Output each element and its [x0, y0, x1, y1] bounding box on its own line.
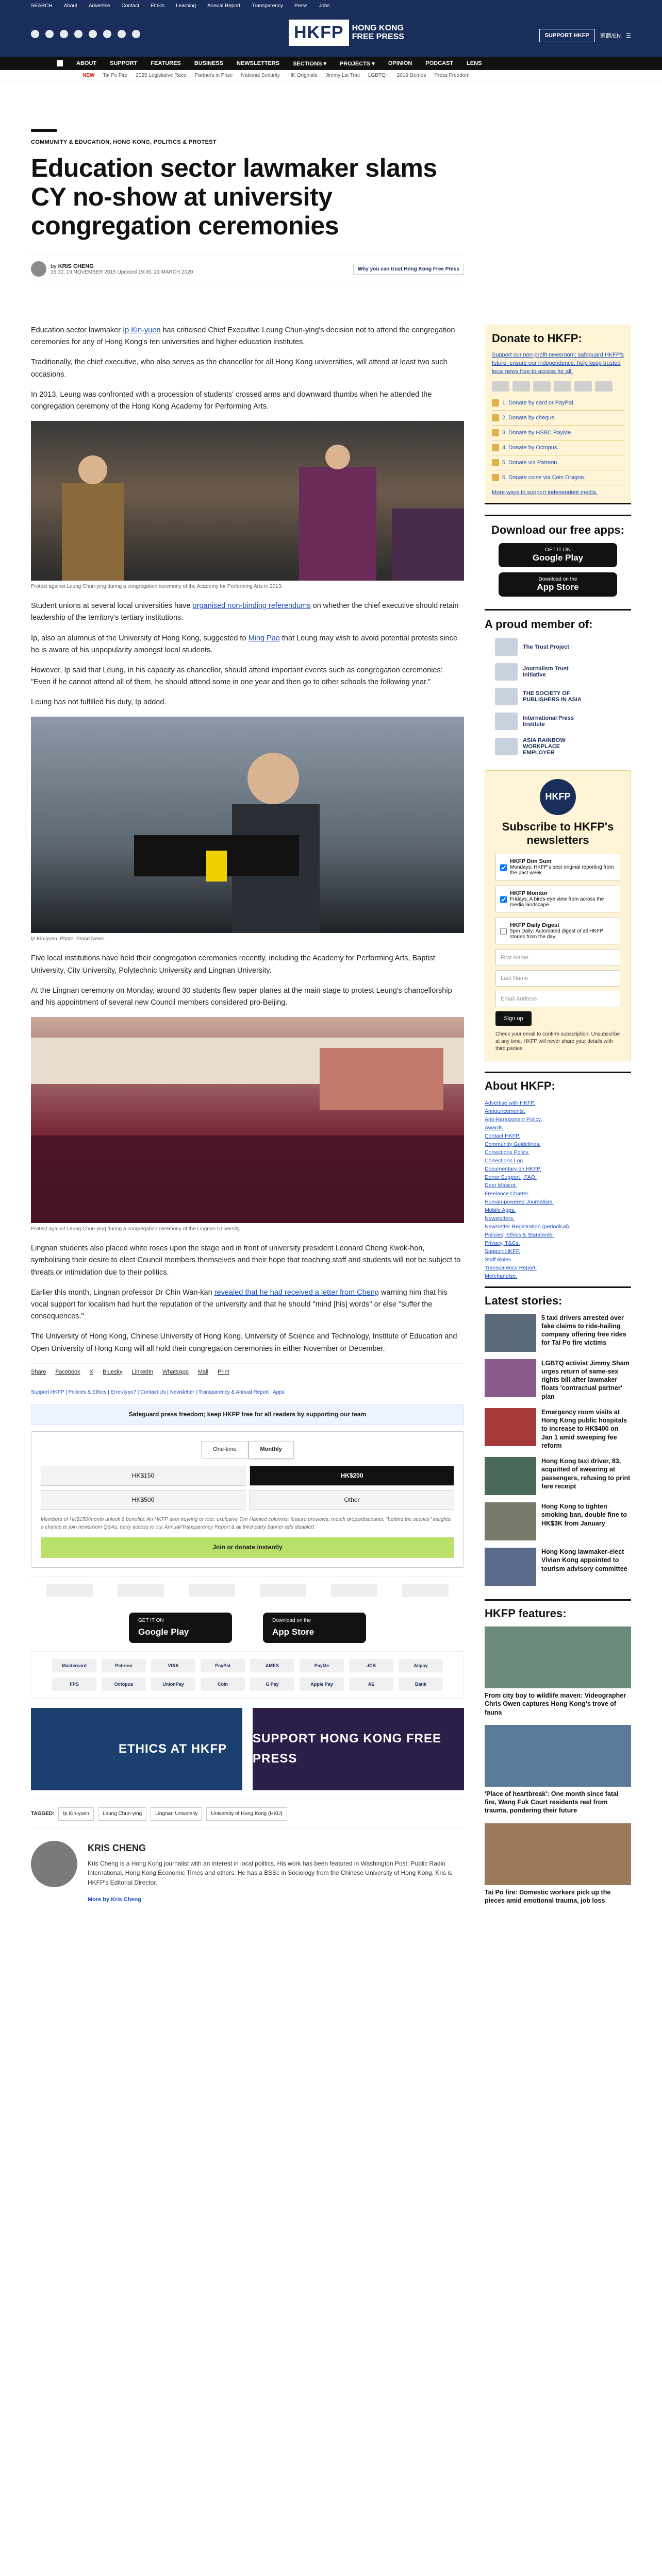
- more-ways-link[interactable]: More ways to support independent media.: [492, 489, 598, 496]
- signup-button[interactable]: Sign up: [495, 1011, 532, 1026]
- paragraph: Ip, also an alumnus of the University of Hong Kong, suggested to Ming Pao that Leung may wish to avoid potential protests since he is aware of his unpopularity amongst local students.: [31, 634, 457, 654]
- payment-methods: [31, 1651, 464, 1699]
- nav-sections[interactable]: SECTIONS ▾: [293, 60, 326, 67]
- share-label: Share: [31, 1368, 46, 1375]
- paragraph: The University of Hong Kong, Chinese University of Hong Kong, University of Science and Technology, Institute of Education and Open University of Hong Kong will all hold their congregation ceremonies in either November or December.: [31, 1332, 457, 1353]
- nav-about[interactable]: ABOUT: [76, 60, 97, 66]
- bluesky-icon[interactable]: [103, 30, 111, 38]
- visa-icon[interactable]: VISA: [151, 1659, 195, 1672]
- ethics-link[interactable]: Ethics: [150, 3, 165, 9]
- article-tags: [31, 1800, 464, 1828]
- about-link[interactable]: Support HKFP.: [485, 1248, 521, 1255]
- member-org[interactable]: THE SOCIETY OF PUBLISHERS IN ASIA: [495, 688, 621, 705]
- org-logo: [495, 688, 518, 705]
- telegram-icon[interactable]: [132, 30, 140, 38]
- tag[interactable]: Lingnan University: [151, 1807, 202, 1821]
- about-link[interactable]: Donor Support | FAQ.: [485, 1174, 537, 1180]
- latest-title: Latest stories:: [485, 1294, 562, 1307]
- about-link[interactable]: Freelance Charter.: [485, 1190, 529, 1197]
- arrow-icon: [492, 444, 499, 451]
- language-toggle[interactable]: 繁體/EN: [600, 33, 621, 39]
- apps-title: Download our free apps:: [491, 523, 624, 536]
- tag[interactable]: Ip Kin-yuen: [58, 1807, 94, 1821]
- about-link[interactable]: Merchandise.: [485, 1273, 518, 1279]
- amount-options: [41, 1466, 454, 1510]
- trending-link[interactable]: Tai Po Fire: [103, 73, 128, 78]
- google-pay-icon[interactable]: G Pay: [250, 1677, 294, 1691]
- nav-lens[interactable]: LENS: [467, 60, 482, 66]
- email-field[interactable]: Email Address: [495, 991, 620, 1007]
- ming-pao-link[interactable]: Ming Pao: [248, 634, 280, 642]
- donate-widget: [31, 1431, 464, 1567]
- donate-blurb[interactable]: Support our non-profit newsroom: safeguard HKFP's future, ensure our independence, help keep trusted local news free-to-access for all.: [492, 352, 624, 375]
- nav-newsletters[interactable]: NEWSLETTERS: [237, 60, 280, 66]
- article-categories[interactable]: COMMUNITY & EDUCATION, HONG KONG, POLITICS & PROTEST: [31, 139, 217, 145]
- amount-other[interactable]: Other: [250, 1490, 454, 1510]
- about-link[interactable]: Anti-Harassment Policy.: [485, 1116, 542, 1123]
- photo-caption: Ip Kin-yuen. Photo: Stand News.: [31, 936, 106, 942]
- annual-report-link[interactable]: Annual Report: [207, 3, 241, 9]
- visa-icon: [512, 381, 530, 392]
- partner-logo[interactable]: [260, 1584, 306, 1597]
- org-logo: [495, 713, 518, 730]
- support-promo[interactable]: SUPPORT HONG KONG FREE PRESS: [253, 1708, 464, 1790]
- trending-link[interactable]: LGBTQ+: [368, 73, 389, 78]
- donate-method[interactable]: 6. Donate coins via Coin Dragon.: [492, 470, 624, 485]
- transparency-link[interactable]: Transparency: [252, 3, 283, 9]
- app-store-badge[interactable]: Download on the App Store: [263, 1613, 366, 1643]
- org-logo: [495, 638, 518, 656]
- share-bar: [31, 1363, 464, 1382]
- paragraph: Student unions at several local universities have organised non-binding referendums on whether the chief executive should retain leadership of the territory's tertiary institutions.: [31, 602, 459, 622]
- feature-title[interactable]: 'Place of heartbreak': One month since fatal fire, Wang Fuk Court residents reel from trauma, pondering their future: [485, 1790, 619, 1815]
- partner-logos: [31, 1576, 464, 1604]
- apple-pay-icon[interactable]: Apple Pay: [300, 1677, 344, 1691]
- feature-title[interactable]: Tai Po fire: Domestic workers pick up the pieces amid emotional trauma, job loss: [485, 1888, 611, 1904]
- story-item[interactable]: Emergency room visits at Hong Kong public hospitals to increase to HK$400 on Jan 1 amid sweeping fee reform: [485, 1408, 631, 1450]
- photo-caption: Protest against Leung Chun-ying during a congregation ceremony of the Academy for Performing Arts in 2013.: [31, 584, 283, 590]
- arrow-icon: [492, 459, 499, 466]
- features-section: [485, 1599, 631, 1919]
- story-thumb: [485, 1359, 536, 1397]
- trending-link[interactable]: HK Originals: [288, 73, 318, 78]
- more-by-author-link[interactable]: More by Kris Cheng: [88, 1896, 141, 1903]
- photo-caption: Protest against Leung Chun-ying during a congregation ceremony of the Lingnan University.: [31, 1226, 241, 1232]
- first-name-field[interactable]: First Name: [495, 950, 620, 966]
- donate-method[interactable]: 2. Donate by cheque.: [492, 411, 624, 426]
- top-utility-bar: [0, 0, 662, 11]
- about-link[interactable]: Privacy, T&Cs.: [485, 1240, 520, 1246]
- newsletter-checkbox[interactable]: [500, 923, 507, 940]
- ethics-promo[interactable]: ETHICS AT HKFP: [31, 1708, 242, 1790]
- partner-logo[interactable]: [46, 1584, 93, 1597]
- tag[interactable]: University of Hong Kong (HKU): [206, 1807, 287, 1821]
- press-link[interactable]: Press: [294, 3, 308, 9]
- octopus-icon[interactable]: Octopus: [102, 1677, 146, 1691]
- newsletter-box: [485, 770, 631, 1061]
- unionpay-icon[interactable]: UnionPay: [151, 1677, 195, 1691]
- referendum-link[interactable]: organised non-binding referendums: [192, 602, 311, 611]
- org-logo: [495, 663, 518, 681]
- features-title: HKFP features:: [485, 1607, 567, 1620]
- article-photo[interactable]: [31, 717, 464, 933]
- one-time-tab[interactable]: One-time: [201, 1441, 248, 1459]
- site-header: [0, 11, 662, 57]
- share-bluesky[interactable]: Bluesky: [103, 1368, 123, 1375]
- trending-link[interactable]: 2019 Demos: [396, 73, 426, 78]
- about-link[interactable]: Community Guidelines.: [485, 1141, 541, 1147]
- arrow-icon: [492, 429, 499, 436]
- frequency-toggle: [41, 1441, 454, 1459]
- trust-link[interactable]: Why you can trust Hong Kong Free Press: [353, 264, 464, 275]
- share-facebook[interactable]: Facebook: [55, 1368, 80, 1375]
- coin-icon[interactable]: Coin: [201, 1677, 245, 1691]
- share-mail[interactable]: Mail: [197, 1368, 209, 1375]
- story-thumb: [485, 1548, 536, 1586]
- safeguard-banner[interactable]: Safeguard press freedom; keep HKFP free for all readers by supporting our team: [31, 1404, 464, 1425]
- paragraph: Earlier this month, Lingnan professor Dr Chin Wan-kan revealed that he had received a letter from Cheng warning him that his vocal support for localism had hurt the reputation of the university and that he should "mind [his] words" or else "suffer the consequences.": [31, 1288, 448, 1321]
- about-list: [485, 1099, 631, 1280]
- about-link[interactable]: About: [63, 3, 77, 9]
- fps-icon[interactable]: FPS: [52, 1677, 96, 1691]
- nav-opinion[interactable]: OPINION: [388, 60, 412, 66]
- instagram-icon[interactable]: [60, 30, 68, 38]
- amex-icon: [533, 381, 551, 392]
- nav-projects[interactable]: PROJECTS ▾: [339, 60, 375, 67]
- latest-stories: [485, 1286, 631, 1600]
- paragraph: Education sector lawmaker Ip Kin-yuen has criticised Chief Executive Leung Chun-ying's decision not to attend the congregation ceremonies for any of Hong Kong's ten universities and higher education institutes.: [31, 326, 455, 347]
- author-box: [31, 1828, 464, 1917]
- story-item[interactable]: Hong Kong to tighten smoking ban, double fine to HK$3K from January: [485, 1502, 631, 1540]
- newsletter-checkbox[interactable]: [500, 891, 507, 908]
- paragraph: Traditionally, the chief executive, who also serves as the chancellor for all Hong Kong universities, will attend at least two such occasions.: [31, 358, 448, 379]
- jcb-icon: [595, 381, 613, 392]
- trending-link[interactable]: Jimmy Lai Trial: [325, 73, 360, 78]
- article-photo[interactable]: [31, 1017, 464, 1223]
- logo-mark: HKFP: [289, 20, 349, 46]
- feature-image[interactable]: [485, 1823, 631, 1885]
- donate-sidebar: [485, 325, 631, 504]
- about-link[interactable]: Corrections Policy.: [485, 1149, 529, 1156]
- search-link[interactable]: SEARCH: [31, 3, 53, 9]
- nav-podcast[interactable]: PODCAST: [425, 60, 454, 66]
- contact-link[interactable]: Contact: [121, 3, 139, 9]
- article-dates: 15:32, 19 NOVEMBER 2015 Updated 19:45, 21 MARCH 2020: [51, 269, 193, 275]
- about-link[interactable]: Newsletter Registration (periodical).: [485, 1223, 571, 1230]
- trending-bar: [0, 70, 662, 81]
- about-link[interactable]: Announcements.: [485, 1108, 525, 1114]
- feature-image[interactable]: [485, 1626, 631, 1688]
- tag[interactable]: Leung Chun-ying: [98, 1807, 146, 1821]
- story-thumb: [485, 1457, 536, 1495]
- donate-method[interactable]: 3. Donate by HSBC PayMe.: [492, 426, 624, 440]
- jobs-link[interactable]: Jobs: [319, 3, 330, 9]
- story-item[interactable]: 5 taxi drivers arrested over fake claims to ride-hailing company offering free rides for Tai Po fire victims: [485, 1314, 631, 1352]
- donate-method[interactable]: 5. Donate via Patreon.: [492, 455, 624, 470]
- promo-banners: [31, 1708, 464, 1790]
- partner-logo[interactable]: [331, 1584, 377, 1597]
- member-benefits-note: Members of HK$150/month unlock 6 benefits: An HKFP deer keyring or tote; exclusive Tim Hamlett columns; feature previews; merch drops/discounts; "behind the scenes" insights; a chance to join newsroom Q&As; early access to our Annual/Transparency Report & all third-party banner ads disabled.: [41, 1517, 452, 1530]
- about-link[interactable]: Human-powered Journalism.: [485, 1198, 554, 1205]
- share-linkedin[interactable]: LinkedIn: [131, 1368, 154, 1375]
- about-link[interactable]: Deer Mascot.: [485, 1182, 517, 1189]
- about-link[interactable]: Mobile Apps.: [485, 1207, 516, 1213]
- paragraph: In 2013, Leung was confronted with a procession of students' crossed arms and downward thumbs when he attended the congregation ceremony of the Hong Kong Academy for Performing Arts.: [31, 390, 432, 411]
- author-name[interactable]: KRIS CHENG: [58, 263, 94, 269]
- story-item[interactable]: LGBTQ activist Jimmy Sham urges return of same-sex rights bill after lawmaker floats 'contractual partner' plan: [485, 1359, 631, 1401]
- new-badge: NEW: [82, 73, 95, 78]
- trending-link[interactable]: Partners in Prize: [194, 73, 233, 78]
- app-store-badge[interactable]: Download on the App Store: [499, 572, 617, 597]
- about-section: [485, 1072, 631, 1286]
- google-play-badge[interactable]: GET IT ON Google Play: [129, 1613, 232, 1643]
- threads-icon[interactable]: [89, 30, 97, 38]
- paypal-icon[interactable]: PayPal: [201, 1659, 245, 1672]
- about-link[interactable]: Advertise with HKFP.: [485, 1099, 535, 1106]
- photo-illustration: [31, 717, 464, 933]
- member-org[interactable]: Journalism Trust Initiative: [495, 663, 621, 681]
- letter-link[interactable]: revealed that he had received a letter from Cheng: [214, 1288, 379, 1297]
- amount-option[interactable]: HK$150: [41, 1466, 245, 1486]
- about-link[interactable]: Staff Roles.: [485, 1256, 513, 1263]
- partner-logo[interactable]: [118, 1584, 164, 1597]
- nav-business[interactable]: BUSINESS: [194, 60, 224, 66]
- paragraph: Lingnan students also placed white roses upon the stage and in front of university president Leonard Cheng Kwok-hon, symbolising their desire to elect Council members themselves and their hope that teaching staff and students will not be subject to threats or intimidation due to their politics.: [31, 1244, 461, 1277]
- donate-title: Donate to HKFP:: [492, 332, 582, 345]
- mastercard-icon: [492, 381, 509, 392]
- paragraph: Leung has not fulfilled his duty, Ip added.: [31, 698, 167, 707]
- last-name-field[interactable]: Last Name: [495, 970, 620, 987]
- paragraph: However, Ip said that Leung, in his capacity as chancellor, should attend important events such as congregation ceremonies: "Even if he cannot attend all of them, he should attend some in one year and then go to other schools the following year.": [31, 666, 443, 687]
- menu-icon[interactable]: ☰: [626, 32, 631, 39]
- author-photo[interactable]: [31, 1841, 77, 1887]
- apps-section: [485, 515, 631, 609]
- story-thumb: [485, 1314, 536, 1352]
- amount-option-selected[interactable]: HK$200: [250, 1466, 454, 1486]
- byline-prefix: by: [51, 263, 57, 269]
- header-actions: [539, 29, 631, 42]
- site-logo[interactable]: [289, 20, 404, 46]
- feature-title[interactable]: From city boy to wildlife maven: Videographer Chris Owen captures Hong Kong's trove of fauna: [485, 1692, 626, 1716]
- main-nav: [0, 57, 662, 70]
- donate-method[interactable]: 4. Donate by Octopus.: [492, 440, 624, 455]
- partner-logo[interactable]: [189, 1584, 235, 1597]
- google-play-badge[interactable]: GET IT ON Google Play: [499, 543, 617, 567]
- photo-illustration: [31, 1017, 464, 1223]
- article-photo[interactable]: [31, 421, 464, 581]
- jcb-icon[interactable]: JCB: [349, 1659, 393, 1672]
- member-section: [485, 609, 631, 770]
- story-thumb: [485, 1408, 536, 1446]
- logo-text: HONG KONG FREE PRESS: [352, 23, 404, 41]
- member-org[interactable]: The Trust Project: [495, 638, 621, 656]
- nav-features[interactable]: FEATURES: [151, 60, 181, 66]
- about-link[interactable]: Contact HKFP.: [485, 1132, 520, 1139]
- member-title: A proud member of:: [485, 617, 593, 631]
- partner-logo[interactable]: [402, 1584, 449, 1597]
- story-item[interactable]: Hong Kong taxi driver, 83, acquitted of swearing at passengers, refusing to print fare receipt: [485, 1457, 631, 1495]
- learning-link[interactable]: Learning: [176, 3, 196, 9]
- arrow-icon: [492, 414, 499, 421]
- about-link[interactable]: Policies, Ethics & Standards.: [485, 1231, 554, 1238]
- member-org[interactable]: ASIA RAINBOW WORKPLACE EMPLOYER: [495, 737, 621, 756]
- mastercard-icon[interactable]: Mastercard: [52, 1659, 96, 1672]
- support-links[interactable]: Support HKFP | Policies & Ethics | Error/typo? | Contact Us | Newsletter | Transparency & Annual Report | Apps: [31, 1389, 285, 1396]
- paypal-icon: [554, 381, 571, 392]
- author-bio: Kris Cheng is a Hong Kong journalist with an interest in local politics. His work has been featured in Washington Post, Public Radio International, Hong Kong Economic Times and others. He has a BSSc in Sociology from the Chinese University of Hong Kong. Kris is HKFP's Editorial Director.: [88, 1859, 453, 1886]
- x-icon[interactable]: [45, 30, 54, 38]
- linkedin-icon[interactable]: [118, 30, 126, 38]
- amex-icon[interactable]: AMEX: [250, 1659, 294, 1672]
- trending-link[interactable]: Press Freedom: [434, 73, 470, 78]
- newsletter-checkbox[interactable]: [500, 859, 507, 876]
- byline: [31, 255, 464, 283]
- about-link[interactable]: Newsletters.: [485, 1215, 515, 1222]
- newsletter-option[interactable]: HKFP Daily Digest 5pm Daily: Automated digest of all HKFP stories from the day.: [495, 918, 620, 944]
- about-title: About HKFP:: [485, 1079, 555, 1092]
- bank-icon[interactable]: Bank: [399, 1677, 443, 1691]
- newsletter-note: Check your email to confirm subscription. Unsubscribe at any time. HKFP will never share your details with third parties.: [495, 1031, 620, 1052]
- home-icon[interactable]: [57, 60, 63, 66]
- member-org[interactable]: International Press Institute: [495, 713, 621, 730]
- share-print[interactable]: Print: [218, 1368, 229, 1375]
- newsletter-option[interactable]: HKFP Dim Sum Mondays: HKFP's best original reporting from the past week.: [495, 854, 620, 880]
- arrow-icon: [492, 399, 499, 406]
- paragraph: At the Lingnan ceremony on Monday, around 30 students flew paper planes at the main stage to protest Leung's chancellorship and his appointment of several new Council members considered pro-Beijing.: [31, 986, 452, 1007]
- story-item[interactable]: Hong Kong lawmaker-elect Vivian Kong appointed to tourism advisory committee: [485, 1548, 631, 1586]
- donate-method[interactable]: 1. Donate by card or PayPal.: [492, 396, 624, 411]
- donate-methods: [492, 396, 624, 485]
- article-page: [31, 129, 631, 1904]
- unionpay-icon: [574, 381, 592, 392]
- about-link[interactable]: Awards.: [485, 1124, 504, 1131]
- title-rule: [31, 129, 57, 132]
- tags-label: TAGGED:: [31, 1810, 55, 1817]
- payme-icon[interactable]: PayMe: [300, 1659, 344, 1672]
- card-icons: [492, 381, 624, 392]
- share-x[interactable]: X: [89, 1368, 94, 1375]
- advertise-link[interactable]: Advertise: [88, 3, 110, 9]
- youtube-icon[interactable]: [74, 30, 82, 38]
- arrow-icon: [492, 474, 499, 481]
- sidebar: [485, 325, 631, 1919]
- patreon-icon[interactable]: Patreon: [102, 1659, 146, 1672]
- feature-image[interactable]: [485, 1725, 631, 1787]
- share-whatsapp[interactable]: WhatsApp: [162, 1368, 189, 1375]
- amount-option[interactable]: HK$500: [41, 1490, 245, 1510]
- newsletter-title: Subscribe to HKFP's newsletters: [502, 820, 614, 847]
- newsletter-option[interactable]: HKFP Monitor Fridays: A birds-eye view from across the media landscape.: [495, 886, 620, 912]
- author-avatar[interactable]: [31, 261, 46, 277]
- amex-alt-icon[interactable]: AE: [349, 1677, 393, 1691]
- facebook-icon[interactable]: [31, 30, 39, 38]
- nav-support[interactable]: SUPPORT: [110, 60, 138, 66]
- article-body: [31, 325, 464, 1917]
- join-donate-button[interactable]: Join or donate instantly: [41, 1537, 454, 1557]
- article-title: Education sector lawmaker slams CY no-show at university congregation ceremonies: [31, 154, 437, 240]
- org-logo: [495, 738, 518, 755]
- paragraph: Five local institutions have held their congregation ceremonies recently, including the Academy for Performing Arts, Baptist University, City University, Polytechnic University and Lingnan University.: [31, 954, 435, 975]
- about-link[interactable]: Documentary on HKFP.: [485, 1165, 541, 1172]
- trending-link[interactable]: National Security: [241, 73, 280, 78]
- support-button[interactable]: SUPPORT HKFP: [539, 29, 595, 42]
- app-store-badges: [31, 1604, 464, 1651]
- about-link[interactable]: Transparency Report.: [485, 1264, 537, 1271]
- monthly-tab[interactable]: Monthly: [249, 1441, 294, 1459]
- social-links: [31, 30, 140, 38]
- ip-kin-yuen-link[interactable]: Ip Kin-yuen: [123, 326, 161, 334]
- about-link[interactable]: Corrections Log.: [485, 1157, 525, 1164]
- photo-illustration: [31, 421, 464, 581]
- author-box-name[interactable]: KRIS CHENG: [88, 1842, 146, 1853]
- trending-link[interactable]: 2025 Legislative Race: [136, 73, 187, 78]
- story-thumb: [485, 1502, 536, 1540]
- alipay-icon[interactable]: Alipay: [399, 1659, 443, 1672]
- hkfp-badge: HKFP: [540, 779, 576, 815]
